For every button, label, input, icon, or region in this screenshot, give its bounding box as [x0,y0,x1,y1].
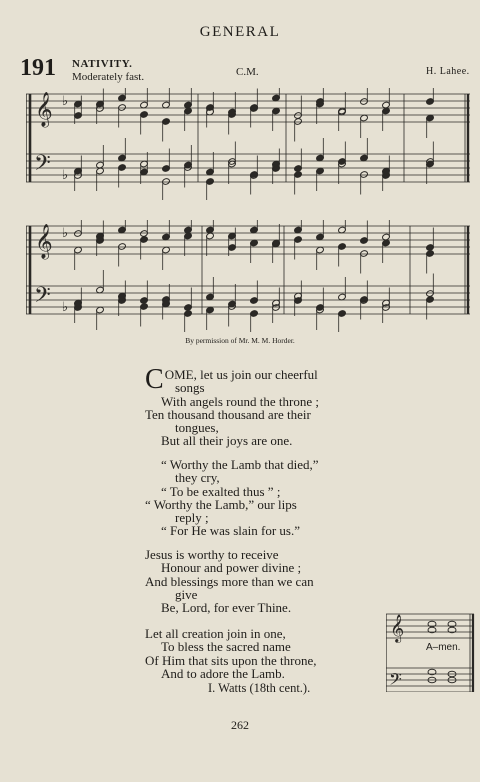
verse-line: tongues, [175,420,219,436]
composer: H. Lahee. [426,66,470,77]
svg-text:𝄢: 𝄢 [389,669,402,692]
svg-text:𝄞: 𝄞 [390,614,405,642]
section-heading: GENERAL [199,24,281,40]
verse-line: Ten thousand thousand are their [145,406,311,422]
verse-2 [145,458,319,538]
svg-text:♭: ♭ [62,300,69,315]
hymn-number: 191 [20,55,56,81]
verse-line: Be, Lord, for ever Thine. [161,600,292,616]
music-system-1 [26,88,474,200]
author-credit: I. Watts (18th cent.). [208,681,311,695]
verse-line: With angels round the throne ; [161,393,319,409]
verse-3 [145,548,314,614]
svg-text:♭: ♭ [62,226,69,241]
verse-line: “ For He was slain for us.” [161,523,300,539]
svg-text:♭: ♭ [62,94,69,109]
verse-line: reply ; [175,510,209,526]
verse-line: COME, let us join our cheerful [145,364,318,395]
page-number: 262 [231,718,249,732]
verse-line: And to adore the Lamb. [161,665,285,681]
svg-text:𝄢: 𝄢 [34,151,51,181]
verse-line: To bless the sacred name [161,639,291,655]
amen-label: A–men. [426,642,461,653]
verse-line: “ Worthy the Lamb,” our lips [145,496,297,512]
verse-line: they cry, [175,470,220,486]
verse-4 [145,627,317,680]
staff-lines [26,88,470,200]
svg-text:𝄞: 𝄞 [35,224,53,259]
staff-lines [26,220,470,332]
music-system-2 [26,220,474,332]
svg-text:𝄞: 𝄞 [35,92,53,127]
verse-line: give [175,586,198,602]
svg-text:♭: ♭ [62,168,69,183]
verse-line: Let all creation join in one, [145,626,286,641]
drop-cap: C [145,364,164,395]
tempo-marking: Moderately fast. [72,71,145,83]
verse-line: Honour and power divine ; [161,560,302,576]
verse-line: Jesus is worthy to receive [145,547,279,562]
verse-line: But all their joys are one. [161,433,293,449]
verse-line: “ To be exalted thus ” ; [161,483,281,499]
tune-name: NATIVITY. [72,58,133,70]
permission-note: By permission of Mr. M. M. Horder. [185,336,295,345]
meter: C.M. [236,66,259,78]
svg-text:𝄢: 𝄢 [34,283,51,313]
verse-line: “ Worthy the Lamb that died,” [161,457,319,472]
verse-1 [145,364,319,449]
verse-line: Of Him that sits upon the throne, [145,652,317,668]
verse-line: And blessings more than we can [145,573,314,589]
verse-line: songs [175,380,205,396]
